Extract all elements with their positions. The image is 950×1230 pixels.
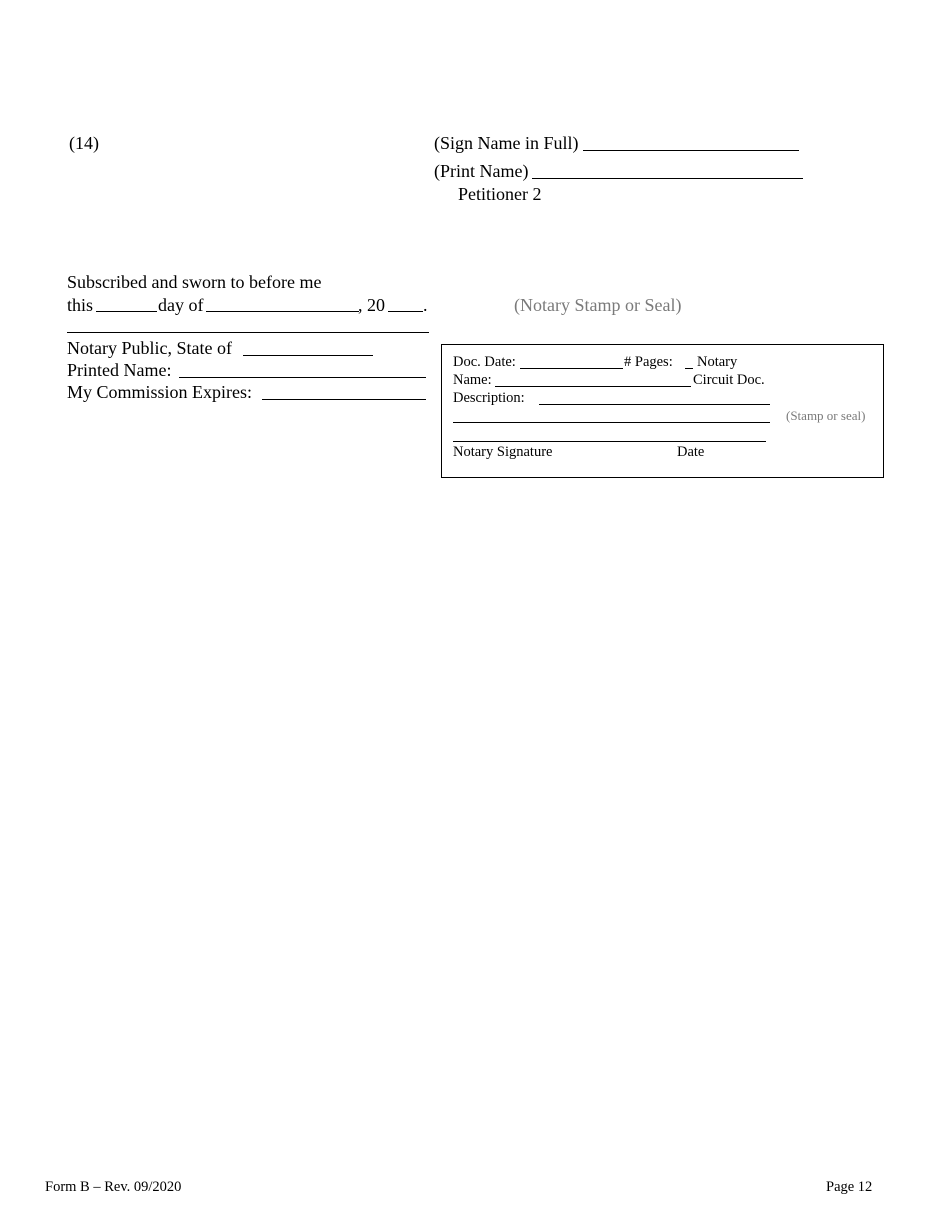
jurat-line: Subscribed and sworn to before me [67,272,322,292]
print-name-line[interactable] [532,178,803,179]
jurat-day-of: day of [158,295,204,315]
notary-state-label: Notary Public, State of [67,338,232,358]
petitioner-role: Petitioner 2 [458,184,542,204]
pages-line[interactable] [685,368,693,369]
printed-name-line[interactable] [179,377,426,378]
commission-expires-label: My Commission Expires: [67,382,253,402]
description-line-1[interactable] [539,404,770,405]
pages-label: # Pages: [624,354,673,370]
notary-name-label: Name: [453,372,492,388]
circuit-doc-label: Circuit Doc. [693,372,765,388]
description-label: Description: [453,390,525,406]
footer-form-id: Form B – Rev. 09/2020 [45,1179,182,1195]
footer-page-number: Page 12 [826,1179,873,1195]
notary-name-line[interactable] [495,386,691,387]
jurat-period: . [423,295,428,315]
notary-signature-label: Notary Signature [453,444,553,460]
print-name-label: (Print Name) [434,161,529,181]
doc-date-line[interactable] [520,368,623,369]
jurat-year-prefix: , 20 [358,295,385,315]
notary-seal-caption: (Notary Stamp or Seal) [514,295,682,315]
box-notary-signature-line[interactable] [453,441,766,442]
notary-state-line[interactable] [243,355,373,356]
item-number: (14) [69,133,99,153]
sign-name-line[interactable] [583,150,799,151]
jurat-this: this [67,295,94,315]
description-line-2[interactable] [453,422,770,423]
date-label: Date [677,444,705,460]
jurat-year-line[interactable] [388,311,423,312]
jurat-day-line[interactable] [96,311,157,312]
stamp-or-seal-caption: (Stamp or seal) [786,408,866,423]
printed-name-label: Printed Name: [67,360,172,380]
notary-signature-line[interactable] [67,332,429,333]
doc-date-label: Doc. Date: [453,354,516,370]
commission-expires-line[interactable] [262,399,426,400]
sign-name-label: (Sign Name in Full) [434,133,579,153]
notary-label: Notary [697,354,738,370]
jurat-month-line[interactable] [206,311,359,312]
